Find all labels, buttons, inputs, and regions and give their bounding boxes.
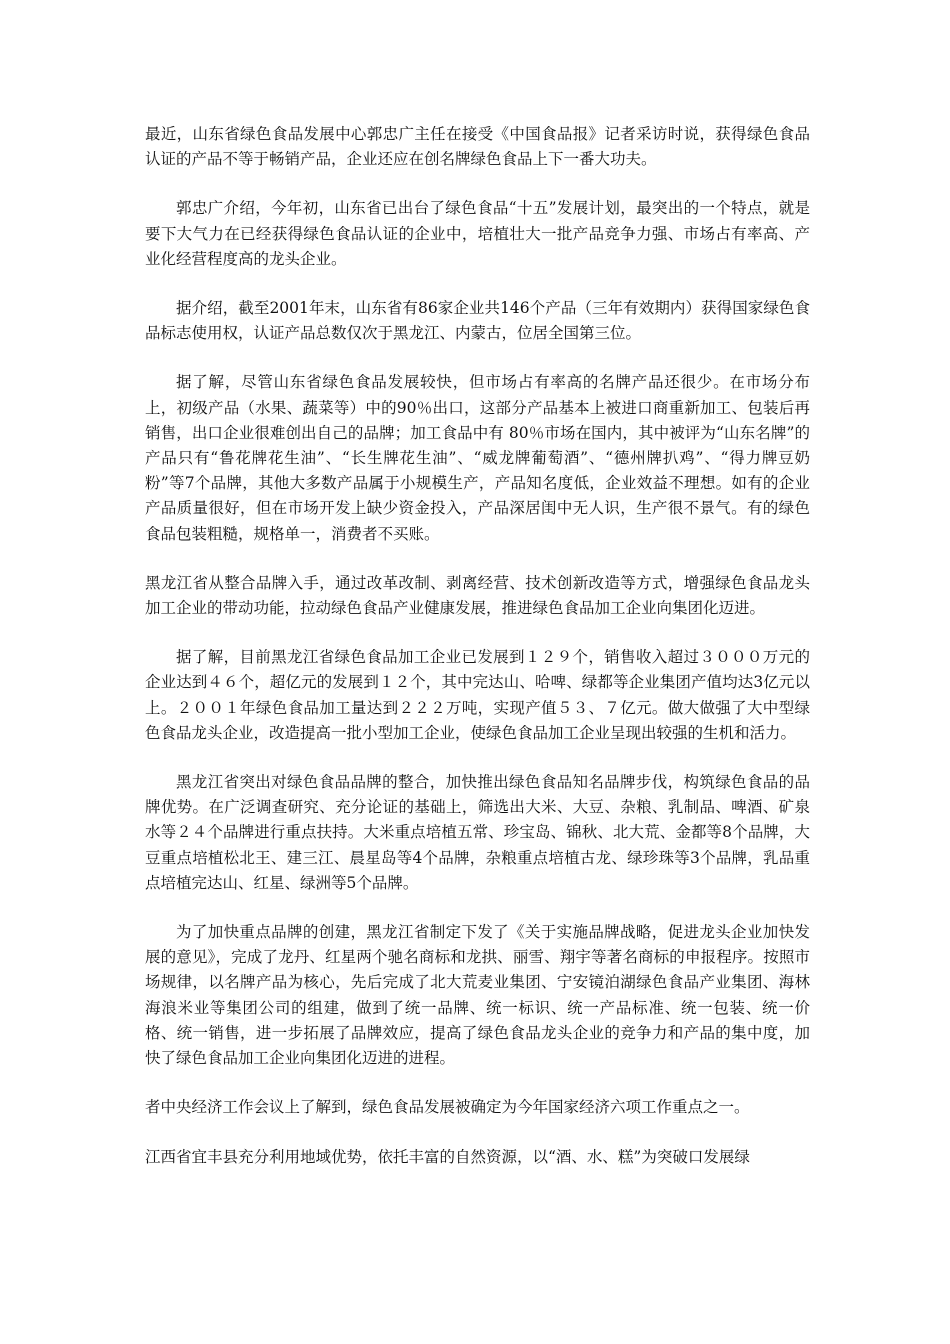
paragraph-3: 据介绍，截至2001年末，山东省有86家企业共146个产品（三年有效期内）获得国家绿色食品标志使用权，认证产品总数仅次于黑龙江、内蒙古，位居全国第三位。 [145,299,810,343]
paragraph-7: 黑龙江省突出对绿色食品品牌的整合，加快推出绿色食品知名品牌步伐，构筑绿色食品的品牌优势。在广泛调查研究、充分论证的基础上，筛选出大米、大豆、杂粮、乳制品、啤酒、矿泉水等２４个品牌进行重点扶持。大米重点培植五常、珍宝岛、锦秋、北大荒、金都等8个品牌，大豆重点培植松北王、建三江、晨星岛等4个品牌，杂粮重点培植古龙、绿珍珠等3个品牌，乳品重点培植完达山、红星、绿洲等5个品牌。 [145,773,810,892]
paragraph-10: 江西省宜丰县充分利用地域优势，依托丰富的自然资源，以“酒、水、糕”为突破口发展绿 [145,1147,750,1166]
paragraph-2: 郭忠广介绍，今年初，山东省已出台了绿色食品“十五”发展计划，最突出的一个特点，就是要下大气力在已经获得绿色食品认证的企业中，培植壮大一批产品竞争力强、市场占有率高、产业化经营程度高的龙头企业。 [145,199,810,268]
paragraph-8: 为了加快重点品牌的创建，黑龙江省制定下发了《关于实施品牌战略，促进龙头企业加快发展的意见》，完成了龙丹、红星两个驰名商标和龙拱、丽雪、翔宇等著名商标的申报程序。按照市场规律，以名牌产品为核心，先后完成了北大荒麦业集团、宁安镜泊湖绿色食品产业集团、海林海浪米业等集团公司的组建，做到了统一品牌、统一标识、统一产品标准、统一包装、统一价格、统一销售，进一步拓展了品牌效应，提高了绿色食品龙头企业的竞争力和产品的集中度，加快了绿色食品加工企业向集团化迈进的进程。 [145,923,810,1068]
article-body [145,122,810,1194]
paragraph-6: 据了解，目前黑龙江省绿色食品加工企业已发展到１２９个，销售收入超过３０００万元的企业达到４６个，超亿元的发展到１２个，其中完达山、哈啤、绿都等企业集团产值均达3亿元以上。２００１年绿色食品加工量达到２２２万吨，实现产值５３、７亿元。做大做强了大中型绿色食品龙头企业，改造提高一批小型加工企业，使绿色食品加工企业呈现出较强的生机和活力。 [145,648,810,742]
paragraph-5: 黑龙江省从整合品牌入手，通过改革改制、剥离经营、技术创新改造等方式，增强绿色食品龙头加工企业的带动功能，拉动绿色食品产业健康发展，推进绿色食品加工企业向集团化迈进。 [145,573,810,618]
paragraph-9: 者中央经济工作会议上了解到，绿色食品发展被确定为今年国家经济六项工作重点之一。 [145,1098,750,1117]
paragraph-1: 最近，山东省绿色食品发展中心郭忠广主任在接受《中国食品报》记者采访时说，获得绿色食品认证的产品不等于畅销产品，企业还应在创名牌绿色食品上下一番大功夫。 [145,125,810,169]
paragraph-4: 据了解，尽管山东省绿色食品发展较快，但市场占有率高的名牌产品还很少。在市场分布上，初级产品（水果、蔬菜等）中的90％出口，这部分产品基本上被进口商重新加工、包装后再销售，出口企业很难创出自己的品牌；加工食品中有 80％市场在国内，其中被评为“山东名牌”的产品只有“鲁花牌花生油”、“长生牌花生油”、“威龙牌葡萄酒”、“德州牌扒鸡”、“得力牌豆奶粉”等7个品牌，其他大多数产品属于小规模生产，产品知名度低，企业效益不理想。如有的企业产品质量很好，但在市场开发上缺少资金投入，产品深居闺中无人识，生产很不景气。有的绿色食品包装粗糙，规格单一，消费者不买账。 [145,373,810,543]
